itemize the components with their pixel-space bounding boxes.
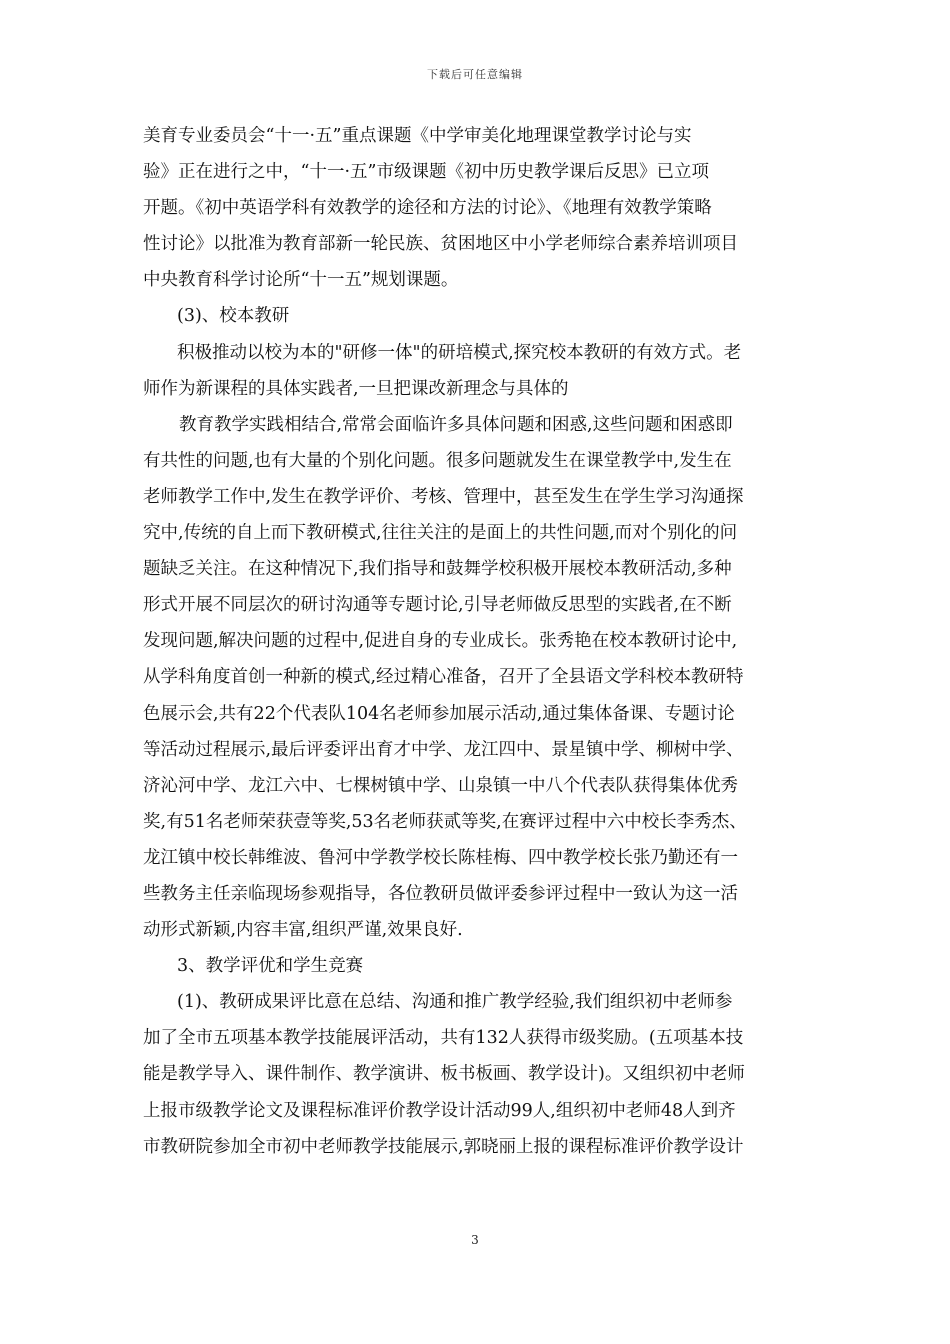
- text-line: 师作为新课程的具体实践者,一旦把课改新理念与具体的: [143, 378, 569, 399]
- text-line: 上报市级教学论文及课程标准评价教学设计活动99人,组织初中老师48人到齐: [143, 1100, 736, 1121]
- document-body: [143, 118, 811, 1165]
- text-line: 中央教育科学讨论所“十一五”规划课题。: [143, 270, 459, 291]
- text-line: 奖,有51名老师荣获壹等奖,53名老师获贰等奖,在赛评过程中六中校长李秀杰、: [143, 811, 747, 832]
- text-line: 教育教学实践相结合,常常会面临许多具体问题和困惑,这些问题和困惑即: [179, 414, 733, 435]
- text-line: 验》正在进行之中，“十一·五”市级课题《初中历史教学课后反思》已立项: [143, 162, 709, 183]
- section-heading: (3)、校本教研: [177, 306, 290, 327]
- text-line: 从学科角度首创一种新的模式,经过精心准备，召开了全县语文学科校本教研特: [143, 667, 744, 688]
- text-line: 能是教学导入、课件制作、教学演讲、板书板画、教学设计)。又组织初中老师: [143, 1064, 745, 1085]
- text-line: 加了全市五项基本教学技能展评活动，共有132人获得市级奖励。(五项基本技: [143, 1028, 744, 1049]
- text-line: 形式开展不同层次的研讨沟通等专题讨论,引导老师做反思型的实践者,在不断: [143, 595, 732, 616]
- text-line: 开题。《初中英语学科有效教学的途径和方法的讨论》、《地理有效教学策略: [143, 198, 712, 219]
- text-line: 市教研院参加全市初中老师教学技能展示,郭晓丽上报的课程标准评价教学设计: [143, 1136, 744, 1157]
- text-line: 动形式新颖,内容丰富,组织严谨,效果良好.: [143, 920, 463, 941]
- section-heading: 3、教学评优和学生竞赛: [177, 956, 364, 977]
- text-line: (1)、教研成果评比意在总结、沟通和推广教学经验,我们组织初中老师参: [177, 992, 733, 1013]
- text-line: 美育专业委员会“十一·五”重点课题《中学审美化地理课堂教学讨论与实: [143, 126, 692, 146]
- text-line: 有共性的问题,也有大量的个别化问题。很多问题就发生在课堂教学中,发生在: [143, 450, 732, 471]
- text-line: 究中,传统的自上而下教研模式,往往关注的是面上的共性问题,而对个别化的问: [143, 523, 738, 544]
- page-number: 3: [471, 1233, 479, 1247]
- text-line: 济沁河中学、龙江六中、七棵树镇中学、山泉镇一中八个代表队获得集体优秀: [143, 775, 738, 796]
- text-line: 些教务主任亲临现场参观指导，各位教研员做评委参评过程中一致认为这一活: [143, 883, 738, 904]
- text-line: 老师教学工作中,发生在教学评价、考核、管理中，甚至发生在学生学习沟通探: [143, 486, 744, 507]
- text-line: 性讨论》以批准为教育部新一轮民族、贫困地区中小学老师综合素养培训项目: [143, 234, 738, 255]
- page-header-note: 下载后可任意编辑: [427, 68, 523, 81]
- text-line: 题缺乏关注。在这种情况下,我们指导和鼓舞学校积极开展校本教研活动,多种: [143, 559, 732, 580]
- text-line: 发现问题,解决问题的过程中,促进自身的专业成长。张秀艳在校本教研讨论中,: [143, 631, 738, 652]
- text-line: 色展示会,共有22个代表队104名老师参加展示活动,通过集体备课、专题讨论: [143, 703, 735, 724]
- text-line: 等活动过程展示,最后评委评出育才中学、龙江四中、景星镇中学、柳树中学、: [143, 739, 744, 760]
- text-line: 龙江镇中校长韩维波、鲁河中学教学校长陈桂梅、四中教学校长张乃勤还有一: [143, 847, 738, 868]
- text-line: 积极推动以校为本的"研修一体"的研培模式,探究校本教研的有效方式。老: [177, 342, 742, 363]
